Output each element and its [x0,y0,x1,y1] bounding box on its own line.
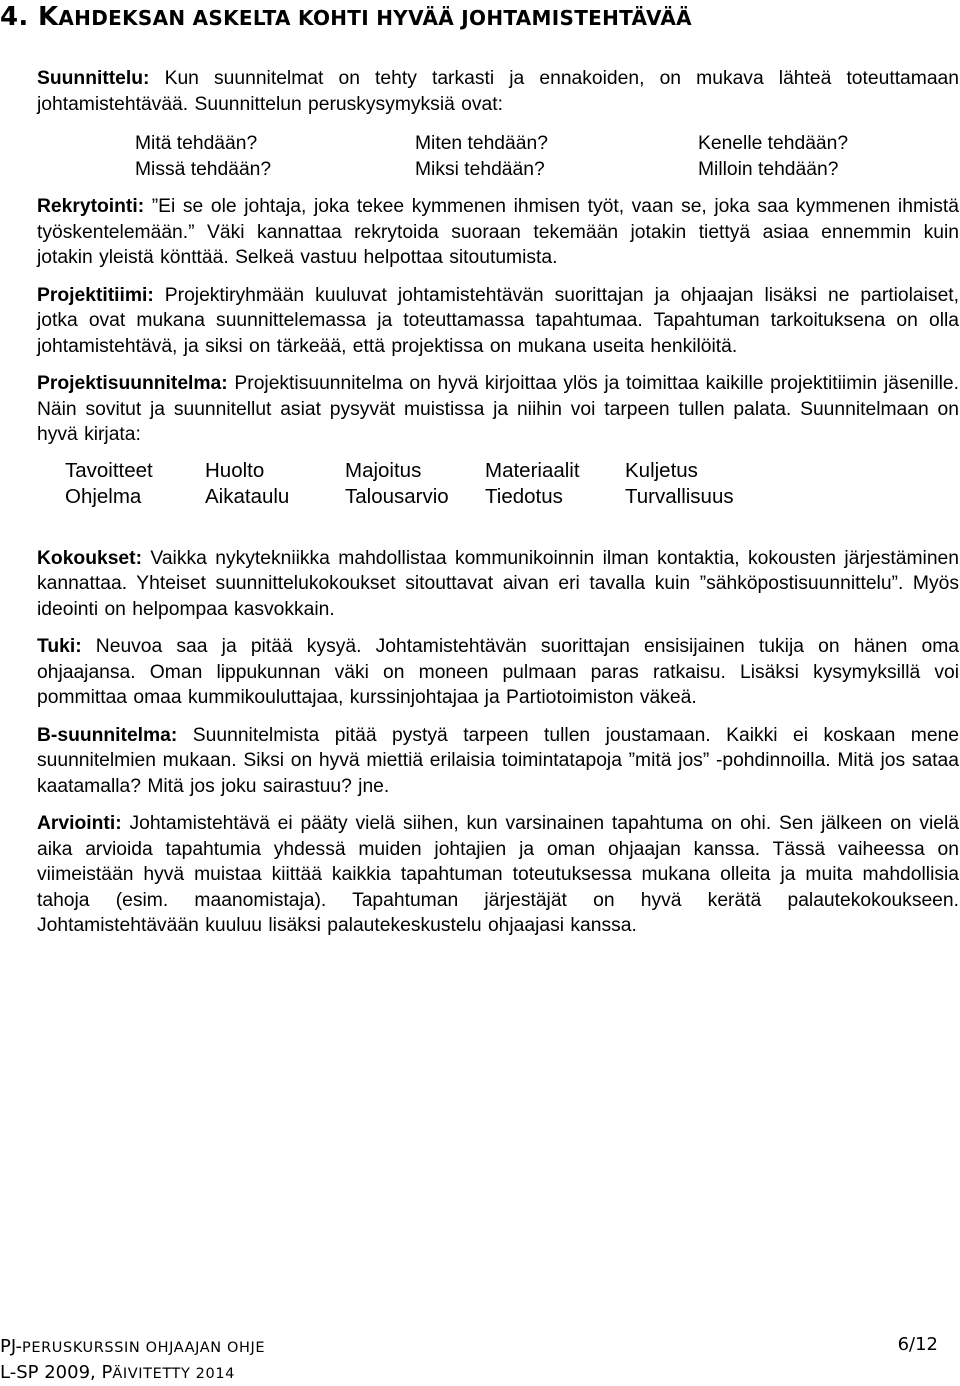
section-kokoukset [37,546,959,623]
footer-updated: ÄIVITETTY 2014 [112,1366,235,1382]
plan-item: Talousarvio [345,485,449,508]
section-label: Rekrytointi: [37,196,145,217]
section-label: Projektisuunnitelma: [37,373,228,394]
document-body [37,66,959,939]
plan-item: Huolto [205,458,265,482]
section-text: Kun suunnitelmat on tehty tarkasti ja ennakoiden, on mukava lähteä toteuttamaan johtamistehtävää. Suunnittelun peruskysymyksiä ovat: [37,68,960,115]
page-number: 6/12 [897,1334,938,1355]
plan-item: Aikataulu [205,485,290,508]
section-tuki [37,634,959,711]
plan-item: Majoitus [345,458,422,482]
section-projektisuunnitelma [37,371,959,448]
section-arviointi [37,811,959,939]
footer-title: PERUSKURSSIN OHJAAJAN OHJE [22,1340,266,1356]
question-item: Kenelle tehdään? [698,133,849,154]
footer-prefix: PJ- [0,1336,23,1357]
section-text: Suunnitelmista pitää pystyä tarpeen tullen joustamaan. Kaikki ei koskaan mene suunnitelmien mukaan. Siksi on hyvä miettiä erilaisia toimintatapoja ”mitä jos” -pohdinnoilla. Mitä jos sataa kaatamalla? Mitä jos joku sairastuu? jne. [37,724,959,797]
section-label: Kokoukset: [37,547,142,569]
section-text: Vaikka nykytekniikka mahdollistaa kommunikoinnin ilman kontaktia, kokousten järjestäminen kannattaa. Yhteiset suunnittelukokoukset sitouttavat aivan eri tavalla kuin ”sähköpostisuunnittelu”. Myös ideointi on helpompaa kasvokkain. [37,547,960,620]
intro-paragraph [37,66,959,117]
footer-line-1 [0,1336,960,1357]
chapter-title-rest: AHDEKSAN ASKELTA KOHTI HYVÄÄ JOHTAMISTEHTÄVÄÄ [58,6,692,30]
chapter-number: 4. [0,2,29,32]
chapter-heading [0,2,692,32]
section-text: Projektiryhmään kuuluvat johtamistehtävän suorittajan ja ohjaajan lisäksi ne partiolaiset, jotka ovat mukana suunnittelemassa ja toteuttamassa tapahtumaa. Tapahtuman tarkoituksena on olla johtamistehtävä, ja siksi on tärkeää, että projektissa on mukana useita henkilöitä. [37,284,959,357]
section-label: Projektitiimi: [37,284,154,306]
section-bsuunnitelma [37,723,959,800]
plan-item: Ohjelma [65,485,142,508]
section-rekrytointi [37,194,959,271]
section-text: ”Ei se ole johtaja, joka tekee kymmenen ihmisen työt, vaan se, joka saa kymmenen ihmistä työskentelemään.” Väki kannattaa rekrytoida suoraan tekemään jotakin tiettyä asiaa ennemmin kuin jotakin yleistä könttää. Selkeä vastuu helpottaa sitoutumista. [37,196,960,268]
section-projektitiimi [37,283,959,360]
question-item: Miksi tehdään? [415,158,545,180]
plan-items-table [65,458,959,510]
section-label: Suunnittelu: [37,68,150,89]
section-label: Arviointi: [37,813,122,834]
plan-item: Materiaalit [485,458,580,482]
section-text: Projektisuunnitelma on hyvä kirjoittaa ylös ja toimittaa kaikille projektitiimin jäsenille. Näin sovitut ja suunnitellut asiat pysyvät muistissa ja niihin voi tarpeen tullen palata. Suunnitelmaan on hyvä kirjata: [37,373,959,445]
section-text: Johtamistehtävä ei pääty vielä siihen, kun varsinainen tapahtuma on ohi. Sen jälkeen on vielä aika arvioida tapahtumia yhdessä muiden johtajien ja oman ohjaajan kanssa. Tässä vaiheessa on viimeistään hyvä muistaa kiittää kaikkia tapahtuman toteutuksessa mukana olleita ja muita mahdollisia tahoja (esim. maanomistaja). Tapahtuman järjestäjät on hyvä kerätä palautekokoukseen. Johtamistehtävään kuuluu lisäksi palautekeskustelu ohjaajasi kanssa. [37,813,959,936]
question-item: Mitä tehdään? [135,133,258,154]
plan-item: Kuljetus [625,458,698,482]
plan-item: Turvallisuus [625,485,734,508]
section-text: Neuvoa saa ja pitää kysyä. Johtamistehtävän suorittajan ensisijainen tukija on hänen oma ohjaajansa. Oman lippukunnan väki on moneen pulmaan paras ratkaisu. Lisäksi kysymyksillä voi pommittaa omaa kummikouluttajaa, kurssinjohtajaa ja Partiotoimiston väkeä. [37,636,960,708]
question-item: Miten tehdään? [415,133,548,154]
section-label: Tuki: [37,636,82,657]
chapter-title-initial: K [37,2,59,32]
question-item: Milloin tehdään? [698,158,839,180]
question-item: Missä tehdään? [135,158,272,180]
plan-item: Tiedotus [485,485,563,508]
footer-line-2 [0,1362,960,1383]
section-label: B-suunnitelma: [37,724,178,746]
footer-prefix: L-SP 2009, P [0,1362,113,1383]
plan-item: Tavoitteet [65,458,153,482]
planning-questions [135,131,959,182]
